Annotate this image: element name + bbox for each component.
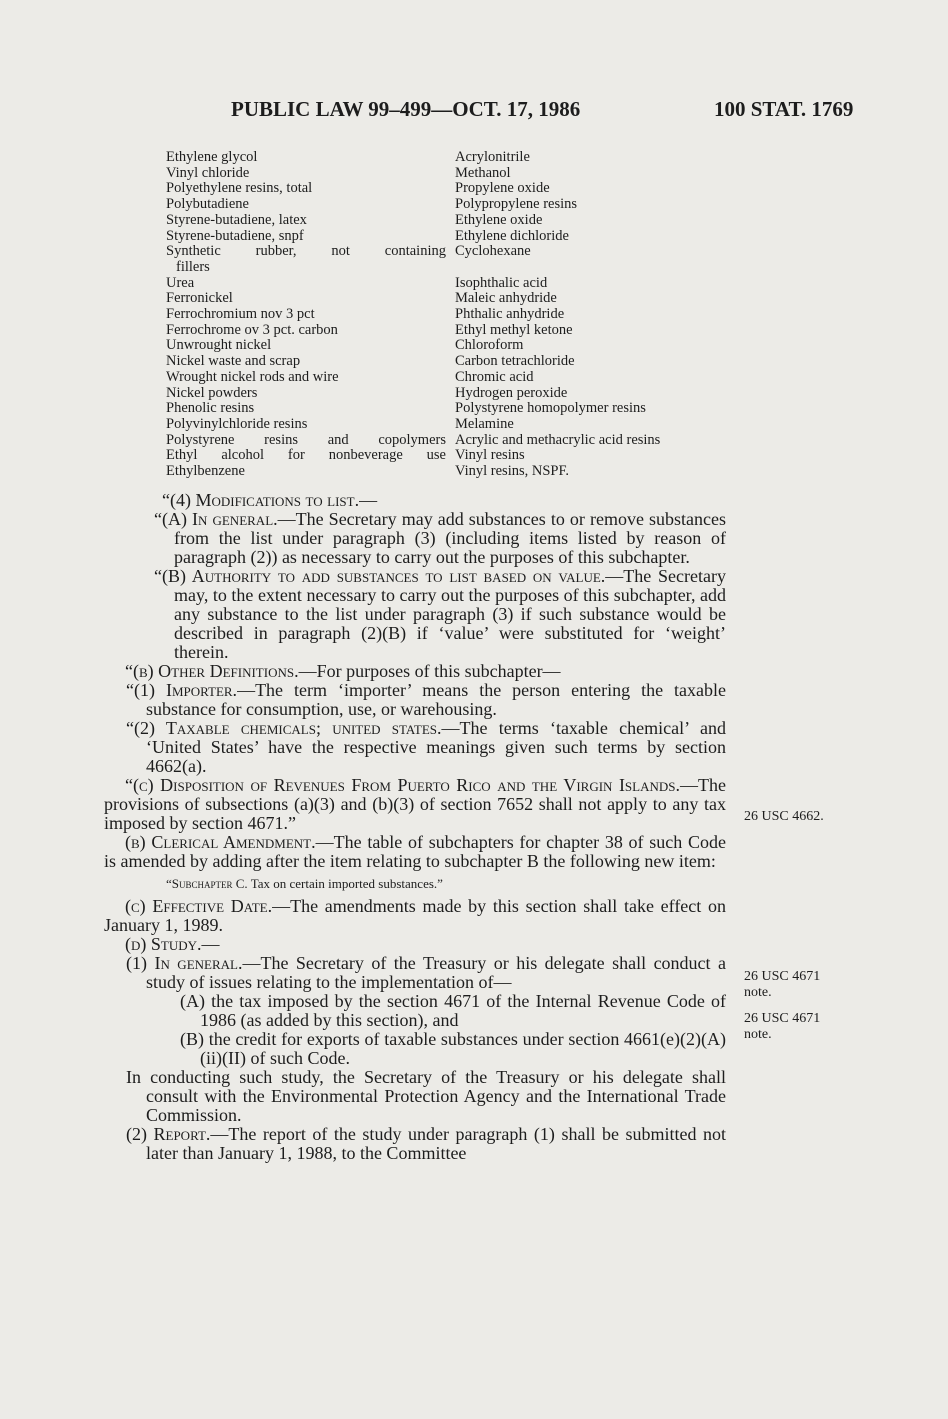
paragraph-heading: “(1) Importer. <box>126 680 238 700</box>
paragraph-heading: (c) Effective Date. <box>125 896 273 916</box>
substance-item: Polyethylene resins, total <box>166 180 313 197</box>
paragraph-heading: “(B) Authority to add substances to list based on value. <box>154 566 606 586</box>
substance-item: Vinyl resins <box>455 447 525 464</box>
substance-item: Polybutadiene <box>166 196 249 213</box>
substance-item: Carbon tetrachloride <box>455 353 575 370</box>
study-paragraph-2 <box>104 1125 726 1163</box>
substance-item: Ferrochrome ov 3 pct. carbon <box>166 321 338 338</box>
substance-item: Nickel powders <box>166 384 258 401</box>
substance-item: Phthalic anhydride <box>455 306 565 323</box>
substance-item: Ethylene glycol <box>166 149 258 165</box>
substance-item: Polystyrene resins and copolymers <box>166 431 446 448</box>
paragraph-text: — <box>201 934 220 954</box>
substance-item: Maleic anhydride <box>455 290 557 307</box>
paragraph-text: —The Secretary of the Treasury or his delegate shall conduct a study of issues relating to the implementation of— <box>146 953 727 992</box>
substance-spacer <box>455 260 735 276</box>
paragraph-text: —The Secretary may, to the extent necessary to carry out the purposes of this subchapter, add any substance to the list under paragraph (3) if such substance would be described in paragraph (2)(B) if ‘value’ were substituted for ‘weight’ therein. <box>174 566 726 662</box>
paragraph-heading: “(4) Modifications to list.— <box>162 490 378 510</box>
substance-item-continuation: fillers <box>176 258 210 275</box>
statute-body <box>104 491 726 1163</box>
margin-note-usc-4671 <box>744 969 820 1001</box>
paragraph-heading: “(2) Taxable chemicals; united states. <box>126 718 442 738</box>
clerical-amendment <box>104 833 726 871</box>
substance-item: Phenolic resins <box>166 400 255 417</box>
substance-item: Ethylene dichloride <box>455 227 569 244</box>
running-header-title: PUBLIC LAW 99–499—OCT. 17, 1986 <box>231 97 581 121</box>
paragraph-heading: (2) Report. <box>126 1124 211 1144</box>
substance-item: Polystyrene homopolymer resins <box>455 400 646 417</box>
substance-item: Synthetic rubber, not containing <box>166 243 446 260</box>
study-consultation: In conducting such study, the Secretary of the Treasury or his delegate shall consult with the Environmental Protection Agency and the International Trade Commission. <box>126 1067 726 1125</box>
substance-item: Ethyl alcohol for nonbeverage use <box>166 447 446 464</box>
table-item-text: C. Tax on certain imported substances.” <box>232 876 443 891</box>
paragraph-heading: (b) Clerical Amendment. <box>125 832 316 852</box>
substance-item: Propylene oxide <box>455 180 550 197</box>
paragraph-4A <box>104 510 726 567</box>
paragraph-text: —The term ‘importer’ means the person entering the taxable substance for consumption, use, or warehousing. <box>146 680 726 719</box>
substance-item: Chloroform <box>455 337 524 354</box>
paragraph-b1 <box>104 681 726 719</box>
paragraph-b2 <box>104 719 726 776</box>
paragraph-text: —The table of subchapters for chapter 38 of such Code is amended by adding after the item relating to subchapter B the following new item: <box>104 832 726 871</box>
substance-item: Urea <box>166 274 195 291</box>
substance-item: Acrylonitrile <box>455 149 530 165</box>
margin-note-line: 26 USC 4671 <box>744 1011 821 1026</box>
substance-item: Wrought nickel rods and wire <box>166 368 339 385</box>
running-header-page: 100 STAT. 1769 <box>714 97 854 121</box>
study-heading <box>104 935 726 954</box>
study-item-A: (A) the tax imposed by the section 4671 of the Internal Revenue Code of 1986 (as added by this section), and <box>180 991 726 1030</box>
paragraph-heading: “(b) Other Definitions. <box>125 661 299 681</box>
paragraph-text: —The terms ‘taxable chemical’ and ‘United States’ have the respective meanings given such terms by section 4662(a). <box>146 718 726 776</box>
substance-item: Polypropylene resins <box>455 196 578 213</box>
substance-item: Cyclohexane <box>455 243 531 260</box>
substance-item: Vinyl resins, NSPF. <box>455 463 569 480</box>
study-item-B: (B) the credit for exports of taxable substances under section 4661(e)(2)(A)(ii)(II) of such Code. <box>180 1029 726 1068</box>
table-item-label: “Subchapter <box>166 876 233 891</box>
paragraph-text: —For purposes of this subchapter— <box>298 661 561 681</box>
substance-item: Ethylbenzene <box>166 463 245 480</box>
paragraph-heading: (d) Study. <box>125 934 202 954</box>
margin-note-line: note. <box>744 985 772 1000</box>
paragraph-heading: “(c) Disposition of Revenues From Puerto Rico and the Virgin Islands. <box>125 775 681 795</box>
substance-item: Ethyl methyl ketone <box>455 321 573 338</box>
table-of-subchapters-item <box>104 874 726 893</box>
substance-item: Vinyl chloride <box>166 164 250 181</box>
paragraph-heading: (1) In general. <box>126 953 243 973</box>
study-paragraph-1 <box>104 954 726 992</box>
paragraph-4B <box>104 567 726 662</box>
effective-date <box>104 897 726 935</box>
substance-item: Polyvinylchloride resins <box>166 415 308 432</box>
substance-item: Acrylic and methacrylic acid resins <box>455 431 661 448</box>
substance-item: Ferrochromium nov 3 pct <box>166 306 315 323</box>
subsection-c <box>104 776 726 833</box>
margin-note-usc-4671-study <box>744 1011 820 1043</box>
substance-item: Melamine <box>455 415 514 432</box>
substance-item: Nickel waste and scrap <box>166 353 301 370</box>
paragraph-4-heading <box>104 491 726 510</box>
paragraph-text: —The Secretary may add substances to or remove substances from the list under paragraph (3) (including items listed by reason of paragraph (2)) as necessary to carry out the purposes of this subchapter. <box>174 509 726 567</box>
paragraph-text: —The report of the study under paragraph (1) shall be submitted not later than January 1, 1988, to the Committee <box>146 1124 726 1163</box>
substance-item: Styrene-butadiene, snpf <box>166 227 304 244</box>
subsection-b <box>104 662 726 681</box>
substance-item: Ferronickel <box>166 290 233 307</box>
substance-item: Hydrogen peroxide <box>455 384 568 401</box>
substance-list-left <box>166 150 446 480</box>
substance-item: Styrene-butadiene, latex <box>166 211 307 228</box>
margin-note-line: 26 USC 4671 <box>744 969 821 984</box>
paragraph-text: —The provisions of subsections (a)(3) and (b)(3) of section 7652 shall not apply to any tax imposed by section 4671.” <box>104 775 726 833</box>
substance-item: Unwrought nickel <box>166 337 272 354</box>
substance-item: Chromic acid <box>455 368 534 385</box>
substance-list-right <box>455 150 735 480</box>
paragraph-heading: “(A) In general. <box>154 509 278 529</box>
substance-item: Methanol <box>455 164 511 181</box>
margin-note-usc-4662: 26 USC 4662. <box>744 809 824 824</box>
substance-item: Ethylene oxide <box>455 211 543 228</box>
margin-note-line: note. <box>744 1027 772 1042</box>
paragraph-text: —The amendments made by this section shall take effect on January 1, 1989. <box>104 896 726 935</box>
substance-item: Isophthalic acid <box>455 274 548 291</box>
